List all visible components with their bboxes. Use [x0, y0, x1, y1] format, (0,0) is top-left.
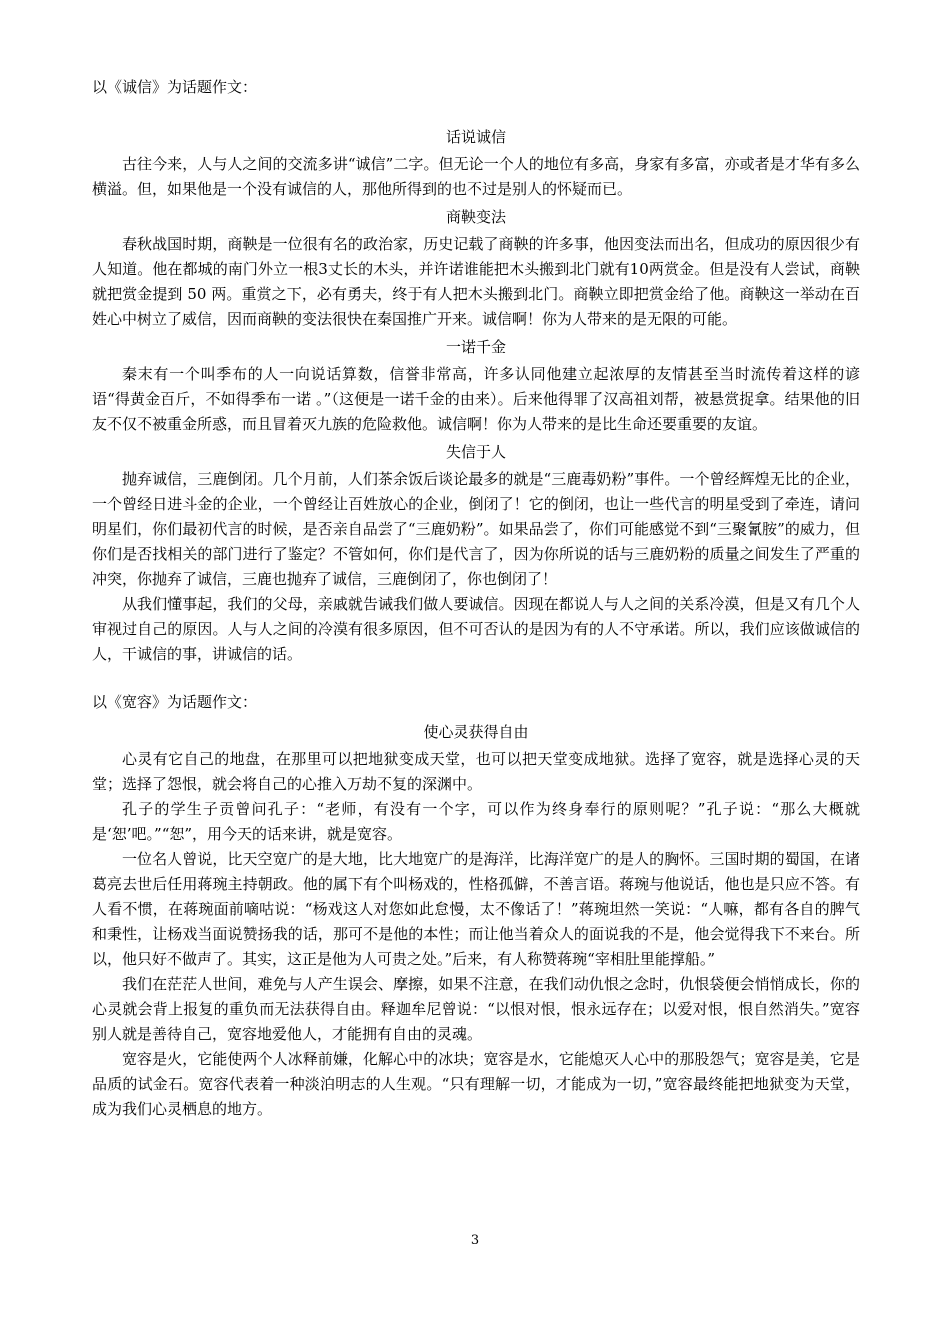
topic-heading-tolerance: 以《宽容》为话题作文：	[92, 693, 258, 711]
paragraph-1: 心灵有它自己的地盘，在那里可以把地狱变成天堂，也可以把天堂变成地狱。选择了宽容，就是选择心灵的天堂；选择了怨恨，就会将自己的心推入万劫不复的深渊中。	[92, 750, 860, 793]
paragraph-lose-trust: 抛弃诚信，三鹿倒闭。几个月前，人们茶余饭后谈论最多的就是“三鹿毒奶粉”事件。一个曾经辉煌无比的企业，一个曾经日进斗金的企业，一个曾经让百姓放心的企业，倒闭了！它的倒闭，也让一些代言的明星受到了牵连，请问明星们，你们最初代言的时候，是否亲自品尝了“三鹿奶粉”。如果品尝了，你们可能感觉不到“三聚氰胺”的威力，但你们是否找相关的部门进行了鉴定？不管如何，你们是代言了，因为你所说的话与三鹿奶粉的质量之间发生了严重的冲突，你抛弃了诚信，三鹿也抛弃了诚信，三鹿倒闭了，你也倒闭了！	[92, 470, 860, 588]
paragraph-5: 宽容是火，它能使两个人冰释前嫌，化解心中的冰块；宽容是水，它能熄灭人心中的那股怨气；宽容是美，它是品质的试金石。宽容代表着一种淡泊明志的人生观。“只有理解一切，才能成为一切，”宽容最终能把地狱变为天堂，成为我们心灵栖息的地方。	[92, 1050, 860, 1118]
paragraph-shang-yang: 春秋战国时期，商鞅是一位很有名的政治家，历史记载了商鞅的许多事，他因变法而出名，但成功的原因很少有人知道。他在都城的南门外立一根3丈长的木头，并许诺谁能把木头搬到北门就有10两赏金。但是没有人尝试，商鞅就把赏金提到 50 两。重赏之下，必有勇夫，终于有人把木头搬到北门。商鞅立即把赏金给了他。商鞅这一举动在百姓心中树立了威信，因而商鞅的变法很快在秦国推广开来。诚信啊！你为人带来的是无限的可能。	[92, 235, 860, 328]
paragraph-intro: 古往今来，人与人之间的交流多讲“诚信”二字。但无论一个人的地位有多高，身家有多富，亦或者是才华有多么横溢。但，如果他是一个没有诚信的人，那他所得到的也不过是别人的怀疑而已。	[92, 155, 860, 198]
paragraph-conclusion: 从我们懂事起，我们的父母，亲戚就告诫我们做人要诚信。因现在都说人与人之间的关系冷漠，但是又有几个人审视过自己的原因。人与人之间的冷漠有很多原因，但不可否认的是因为有的人不守承诺。所以，我们应该做诚信的人，干诚信的事，讲诚信的话。	[92, 595, 860, 663]
paragraph-promise: 秦末有一个叫季布的人一向说话算数，信誉非常高，许多认同他建立起浓厚的友情甚至当时流传着这样的谚语“得黄金百斤，不如得季布一诺 。”（这便是一诺千金的由来）。后来他得罪了汉高祖刘帮，被悬赏捉拿。结果他的旧友不仅不被重金所惑，而且冒着灭九族的危险救他。诚信啊！你为人带来的是比生命还要重要的友谊。	[92, 365, 860, 433]
spacer	[92, 667, 860, 687]
paragraph-3: 一位名人曾说，比天空宽广的是大地，比大地宽广的是海洋，比海洋宽广的是人的胸怀。三国时期的蜀国，在诸葛亮去世后任用蒋琬主持朝政。他的属下有个叫杨戏的，性格孤僻，不善言语。蒋琬与他说话，他也是只应不答。有人看不惯，在蒋琬面前嘀咕说：“杨戏这人对您如此怠慢，太不像话了！”蒋琬坦然一笑说：“人嘛，都有各自的脾气和秉性，让杨戏当面说赞扬我的话，那可不是他的本性；而让他当着众人的面说我的不是，他会觉得我下不来台。所以，他只好不做声了。其实，这正是他为人可贵之处。”后来，有人称赞蒋琬“宰相肚里能撑船。”	[92, 850, 860, 968]
essay-title-tolerance: 使心灵获得自由	[423, 723, 529, 741]
topic-heading-honesty: 以《诚信》为话题作文：	[92, 78, 258, 96]
subtitle-promise: 一诺千金	[445, 338, 506, 356]
subtitle-shang-yang: 商鞅变法	[445, 208, 506, 226]
page-content	[92, 72, 860, 1122]
essay-title-honesty: 话说诚信	[445, 128, 506, 146]
spacer	[92, 102, 860, 122]
subtitle-lose-trust: 失信于人	[445, 443, 506, 461]
paragraph-4: 我们在茫茫人世间，难免与人产生误会、摩擦，如果不注意，在我们动仇恨之念时，仇恨袋便会悄悄成长，你的心灵就会背上报复的重负而无法获得自由。释迦牟尼曾说：“以恨对恨，恨永远存在；以爱对恨，恨自然消失。”宽容别人就是善待自己，宽容地爱他人，才能拥有自由的灵魂。	[92, 975, 860, 1043]
paragraph-2: 孔子的学生子贡曾问孔子：“老师，有没有一个字，可以作为终身奉行的原则呢？”孔子说：“那么大概就是‘恕’吧。”“恕”，用今天的话来讲，就是宽容。	[92, 800, 860, 843]
page-number: 3	[470, 1233, 480, 1248]
